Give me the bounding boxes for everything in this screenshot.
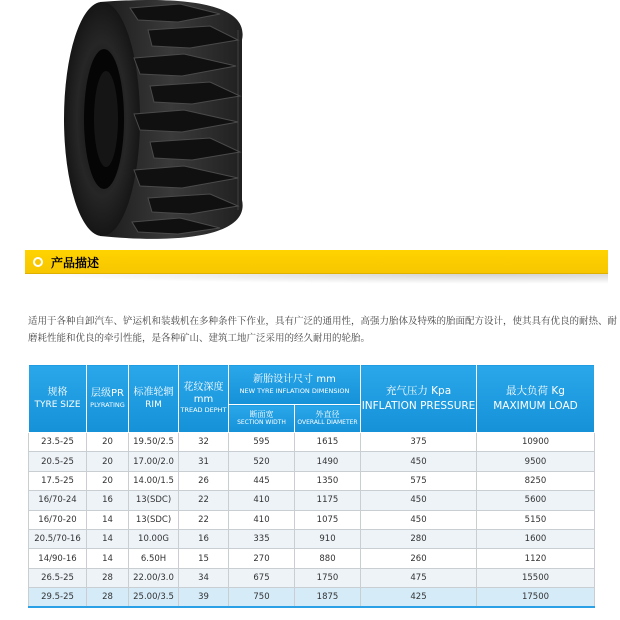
cell-overall-diameter: 1750 xyxy=(295,568,361,587)
cell-ply-rating: 14 xyxy=(87,549,129,568)
cell-inflation-pressure: 575 xyxy=(361,471,477,490)
cell-section-width: 410 xyxy=(229,491,295,510)
cell-maximum-load: 1120 xyxy=(477,549,595,568)
cell-maximum-load: 1600 xyxy=(477,529,595,548)
table-row xyxy=(29,588,595,607)
cell-rim: 10.00G xyxy=(129,529,179,548)
banner-shadow xyxy=(25,274,608,284)
cell-rim: 19.50/2.5 xyxy=(129,433,179,452)
cell-overall-diameter: 910 xyxy=(295,529,361,548)
cell-tyre-size: 14/90-16 xyxy=(29,549,87,568)
header-maximum-load: 最大负荷 Kg MAXIMUM LOAD xyxy=(477,365,595,433)
header-tyre-size: 规格 TYRE SIZE xyxy=(29,365,87,433)
cell-rim: 14.00/1.5 xyxy=(129,471,179,490)
cell-rim: 17.00/2.0 xyxy=(129,452,179,471)
cell-ply-rating: 28 xyxy=(87,588,129,607)
cell-inflation-pressure: 450 xyxy=(361,510,477,529)
cell-ply-rating: 28 xyxy=(87,568,129,587)
cell-maximum-load: 5600 xyxy=(477,491,595,510)
cell-tread-depth: 39 xyxy=(179,588,229,607)
cell-overall-diameter: 1615 xyxy=(295,433,361,452)
cell-tyre-size: 17.5-25 xyxy=(29,471,87,490)
product-description xyxy=(28,313,620,347)
cell-tread-depth: 15 xyxy=(179,549,229,568)
table-row xyxy=(29,549,595,568)
cell-rim: 22.00/3.0 xyxy=(129,568,179,587)
cell-overall-diameter: 1875 xyxy=(295,588,361,607)
cell-section-width: 750 xyxy=(229,588,295,607)
cell-tread-depth: 31 xyxy=(179,452,229,471)
header-inflation-pressure: 充气压力 Kpa INFLATION PRESSURE xyxy=(361,365,477,433)
table-row xyxy=(29,433,595,452)
cell-tyre-size: 23.5-25 xyxy=(29,433,87,452)
cell-rim: 6.50H xyxy=(129,549,179,568)
cell-ply-rating: 16 xyxy=(87,491,129,510)
table-row xyxy=(29,568,595,587)
header-inflation-dimension: 新胎设计尺寸 mm NEW TYRE INFLATION DIMENSION xyxy=(229,365,361,405)
cell-tread-depth: 22 xyxy=(179,510,229,529)
cell-maximum-load: 5150 xyxy=(477,510,595,529)
cell-section-width: 595 xyxy=(229,433,295,452)
cell-section-width: 270 xyxy=(229,549,295,568)
cell-rim: 25.00/3.5 xyxy=(129,588,179,607)
header-ply-rating: 层级PR PLYRATING xyxy=(87,365,129,433)
table-header-row xyxy=(29,365,595,405)
cell-rim: 13(SDC) xyxy=(129,510,179,529)
table-row xyxy=(29,510,595,529)
cell-inflation-pressure: 280 xyxy=(361,529,477,548)
cell-section-width: 675 xyxy=(229,568,295,587)
cell-overall-diameter: 1175 xyxy=(295,491,361,510)
cell-section-width: 520 xyxy=(229,452,295,471)
tire-product-image xyxy=(60,0,260,240)
cell-section-width: 335 xyxy=(229,529,295,548)
cell-tyre-size: 20.5/70-16 xyxy=(29,529,87,548)
cell-tread-depth: 32 xyxy=(179,433,229,452)
cell-inflation-pressure: 450 xyxy=(361,491,477,510)
cell-inflation-pressure: 450 xyxy=(361,452,477,471)
table-row xyxy=(29,452,595,471)
cell-ply-rating: 20 xyxy=(87,433,129,452)
table-row xyxy=(29,471,595,490)
description-line: 适用于各种自卸汽车、铲运机和装载机在多种条件下作业，具有广泛的通用性，高强力胎体及特殊的胎面配方设计，使其具有优良的耐热、耐 xyxy=(28,316,618,327)
description-line: 磨耗性能和优良的牵引性能，是各种矿山、建筑工地广泛采用的经久耐用的轮胎。 xyxy=(28,333,371,344)
cell-inflation-pressure: 475 xyxy=(361,568,477,587)
spec-table xyxy=(28,364,595,608)
cell-overall-diameter: 880 xyxy=(295,549,361,568)
cell-section-width: 445 xyxy=(229,471,295,490)
cell-inflation-pressure: 260 xyxy=(361,549,477,568)
header-rim: 标准轮辋 RIM xyxy=(129,365,179,433)
cell-overall-diameter: 1490 xyxy=(295,452,361,471)
cell-section-width: 410 xyxy=(229,510,295,529)
cell-tread-depth: 22 xyxy=(179,491,229,510)
cell-tread-depth: 34 xyxy=(179,568,229,587)
cell-maximum-load: 9500 xyxy=(477,452,595,471)
section-title: 产品描述 xyxy=(51,256,100,270)
cell-maximum-load: 10900 xyxy=(477,433,595,452)
cell-inflation-pressure: 375 xyxy=(361,433,477,452)
table-body xyxy=(29,433,595,608)
cell-maximum-load: 17500 xyxy=(477,588,595,607)
tire-illustration xyxy=(60,0,260,240)
table-row xyxy=(29,529,595,548)
cell-rim: 13(SDC) xyxy=(129,491,179,510)
cell-ply-rating: 20 xyxy=(87,452,129,471)
header-tread-depth: 花纹深度 mm TREAD DEPHT xyxy=(179,365,229,433)
table-row xyxy=(29,491,595,510)
cell-tread-depth: 26 xyxy=(179,471,229,490)
section-banner xyxy=(25,250,608,274)
cell-maximum-load: 8250 xyxy=(477,471,595,490)
cell-overall-diameter: 1075 xyxy=(295,510,361,529)
header-section-width: 断面宽 SECTION WIDTH xyxy=(229,405,295,433)
cell-tyre-size: 16/70-24 xyxy=(29,491,87,510)
cell-tyre-size: 16/70-20 xyxy=(29,510,87,529)
cell-tyre-size: 26.5-25 xyxy=(29,568,87,587)
cell-ply-rating: 14 xyxy=(87,510,129,529)
cell-overall-diameter: 1350 xyxy=(295,471,361,490)
cell-maximum-load: 15500 xyxy=(477,568,595,587)
cell-ply-rating: 14 xyxy=(87,529,129,548)
cell-tread-depth: 16 xyxy=(179,529,229,548)
header-overall-diameter: 外直径 OVERALL DIAMETER xyxy=(295,405,361,433)
cell-tyre-size: 29.5-25 xyxy=(29,588,87,607)
cell-ply-rating: 20 xyxy=(87,471,129,490)
bullet-icon xyxy=(33,257,43,267)
cell-inflation-pressure: 425 xyxy=(361,588,477,607)
cell-tyre-size: 20.5-25 xyxy=(29,452,87,471)
